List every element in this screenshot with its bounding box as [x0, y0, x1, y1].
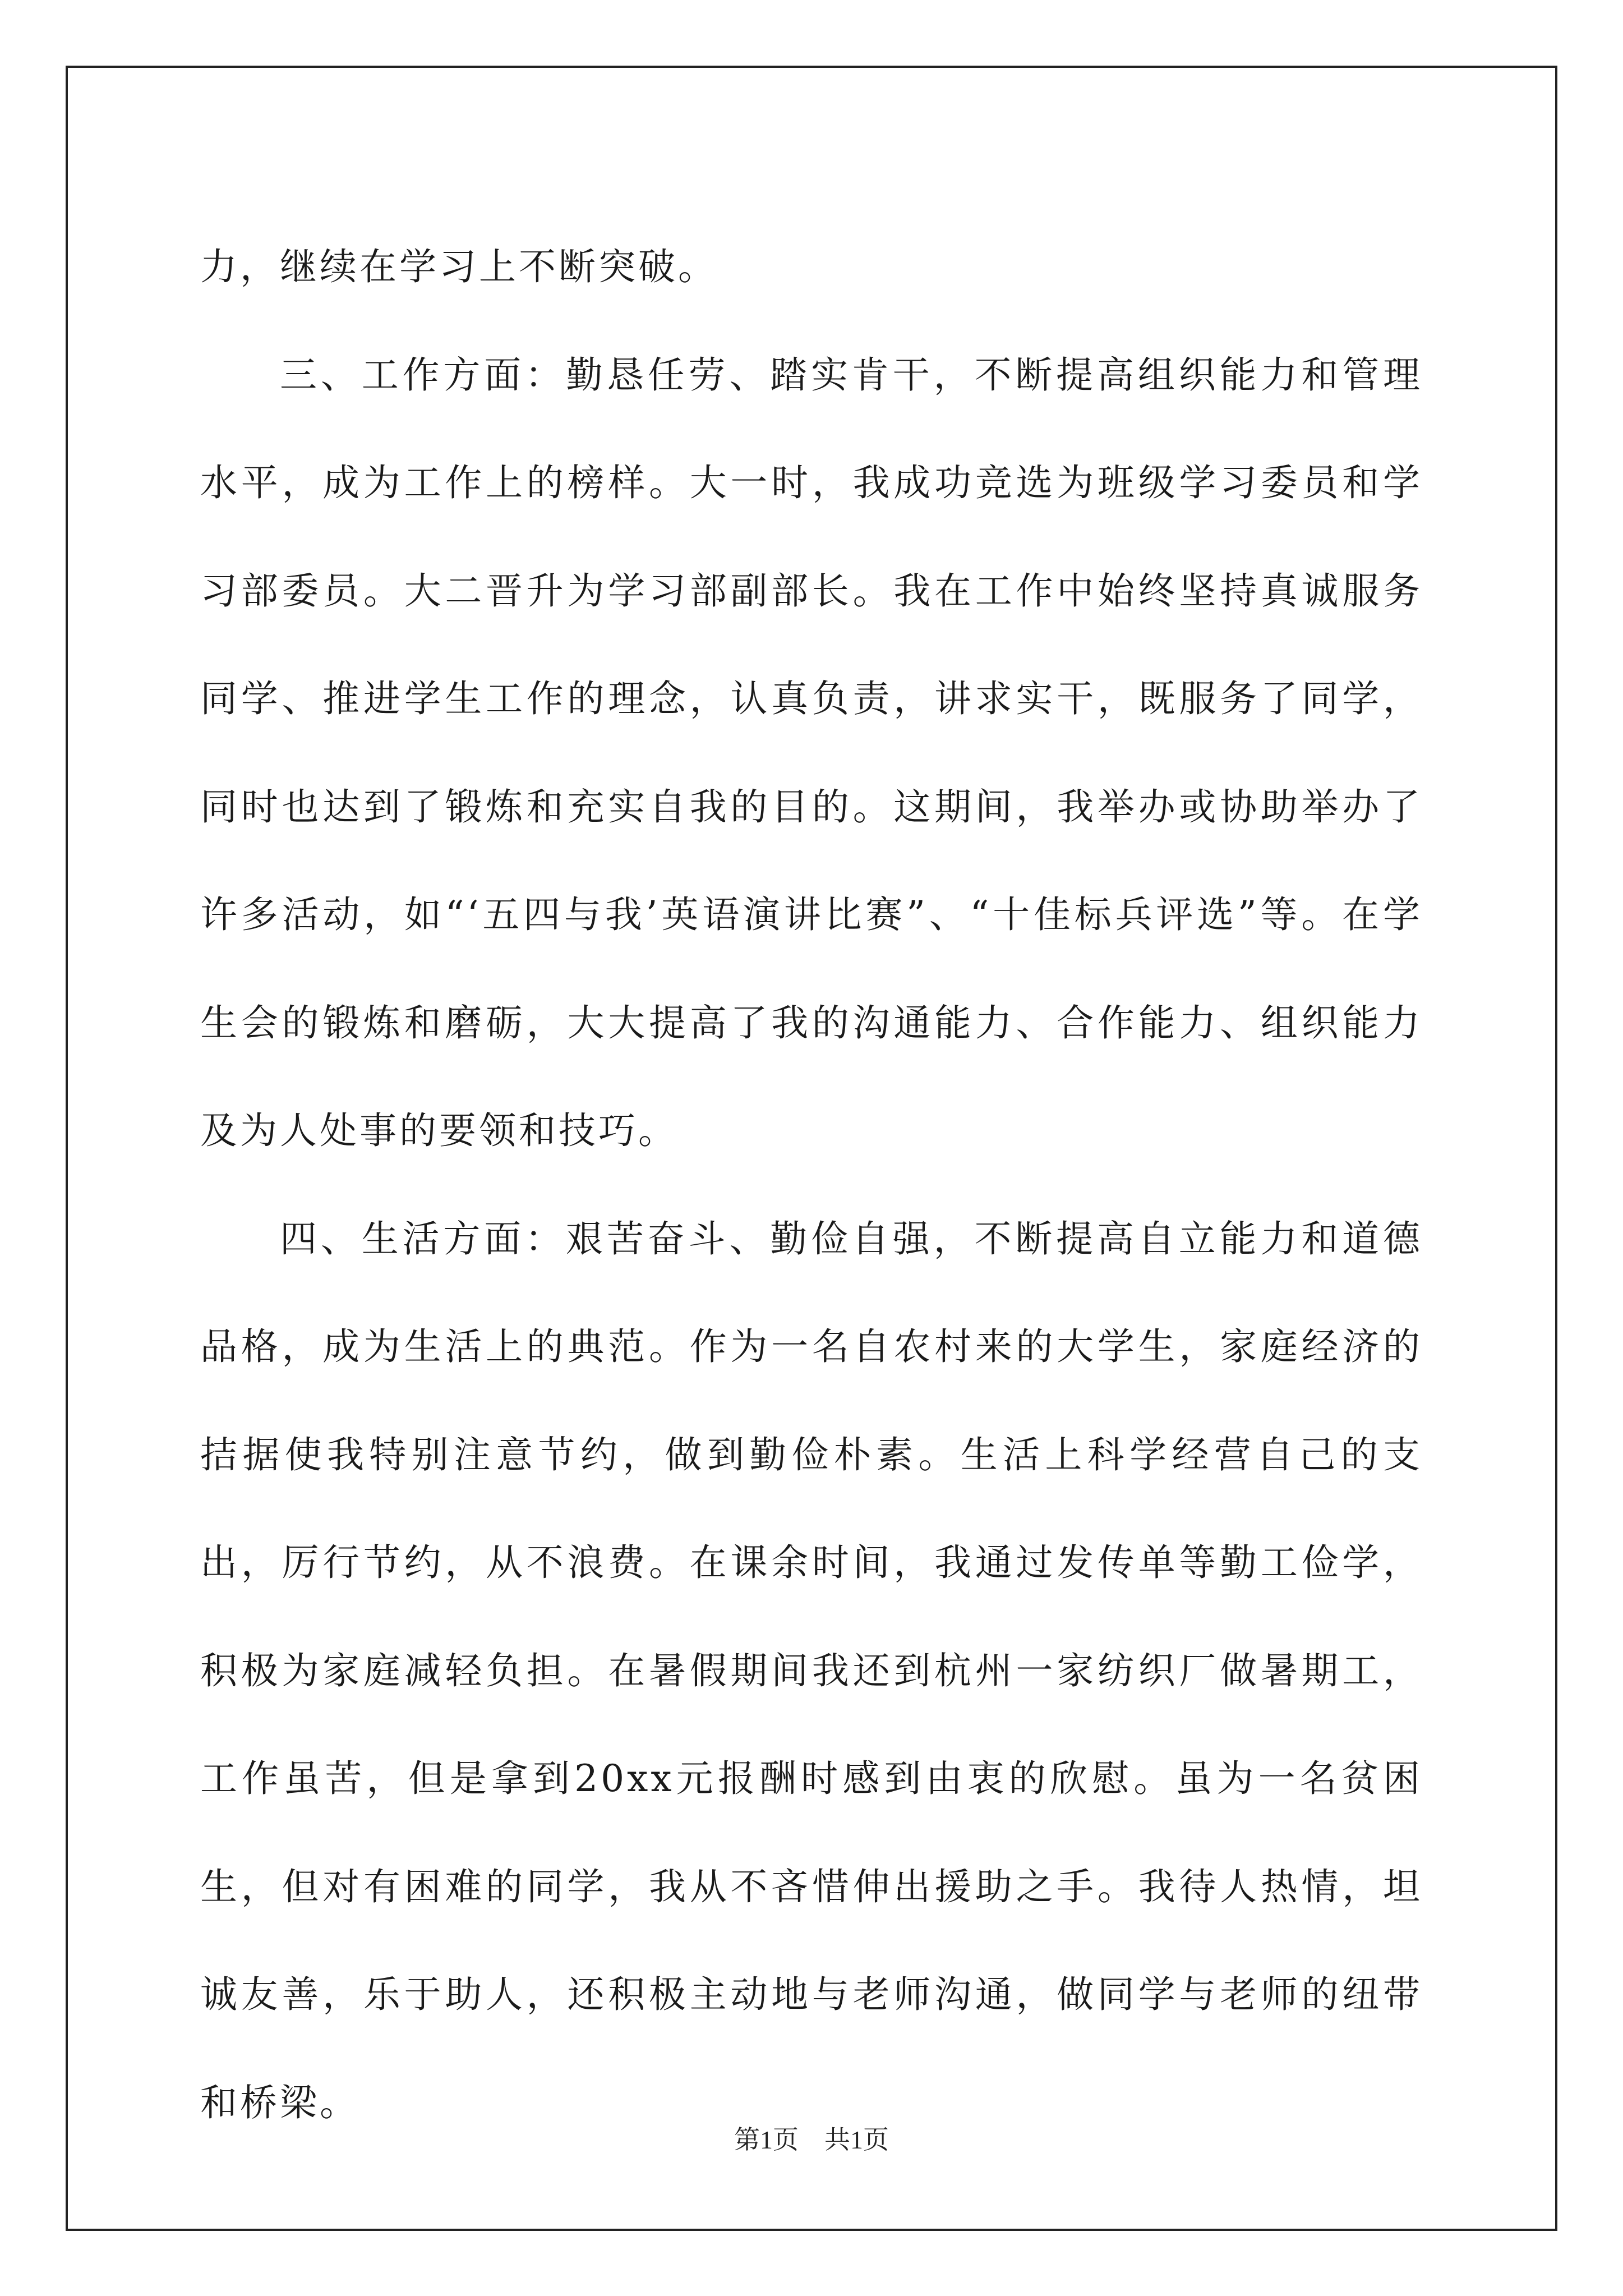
paragraph-life-section: 四、生活方面：艰苦奋斗、勤俭自强，不断提高自立能力和道德品格，成为生活上的典范。作为一名自农村来的大学生，家庭经济的拮据使我特别注意节约，做到勤俭朴素。生活上科学经营自己的支出，厉行节约，从不浪费。在课余时间，我通过发传单等勤工俭学，积极为家庭减轻负担。在暑假期间我还到杭州一家纺织厂做暑期工，工作虽苦，但是拿到20xx元报酬时感到由衷的欣慰。虽为一名贫困生，但对有困难的同学，我从不吝惜伸出援助之手。我待人热情，坦诚友善，乐于助人，还积极主动地与老师沟通，做同学与老师的纽带和桥梁。 [200, 1217, 1423, 2124]
paragraph-work-section: 三、工作方面：勤恳任劳、踏实肯干，不断提高组织能力和管理水平，成为工作上的榜样。大一时，我成功竞选为班级学习委员和学习部委员。大二晋升为学习部副部长。我在工作中始终坚持真诚服务同学、推进学生工作的理念，认真负责，讲求实干，既服务了同学，同时也达到了锻炼和充实自我的目的。这期间，我举办或协助举办了许多活动，如“‘五四与我’英语演讲比赛”、“十佳标兵评选”等。在学生会的锻炼和磨砺，大大提高了我的沟通能力、合作能力、组织能力及为人处事的要领和技巧。 [200, 353, 1423, 1152]
paragraph-intro-continuation: 力，继续在学习上不断突破。 [200, 245, 718, 288]
document-body [200, 213, 1423, 2157]
page-footer [0, 2119, 1623, 2156]
page-total-label: 共1页 [824, 2125, 889, 2154]
page-number-label: 第1页 [734, 2125, 799, 2154]
